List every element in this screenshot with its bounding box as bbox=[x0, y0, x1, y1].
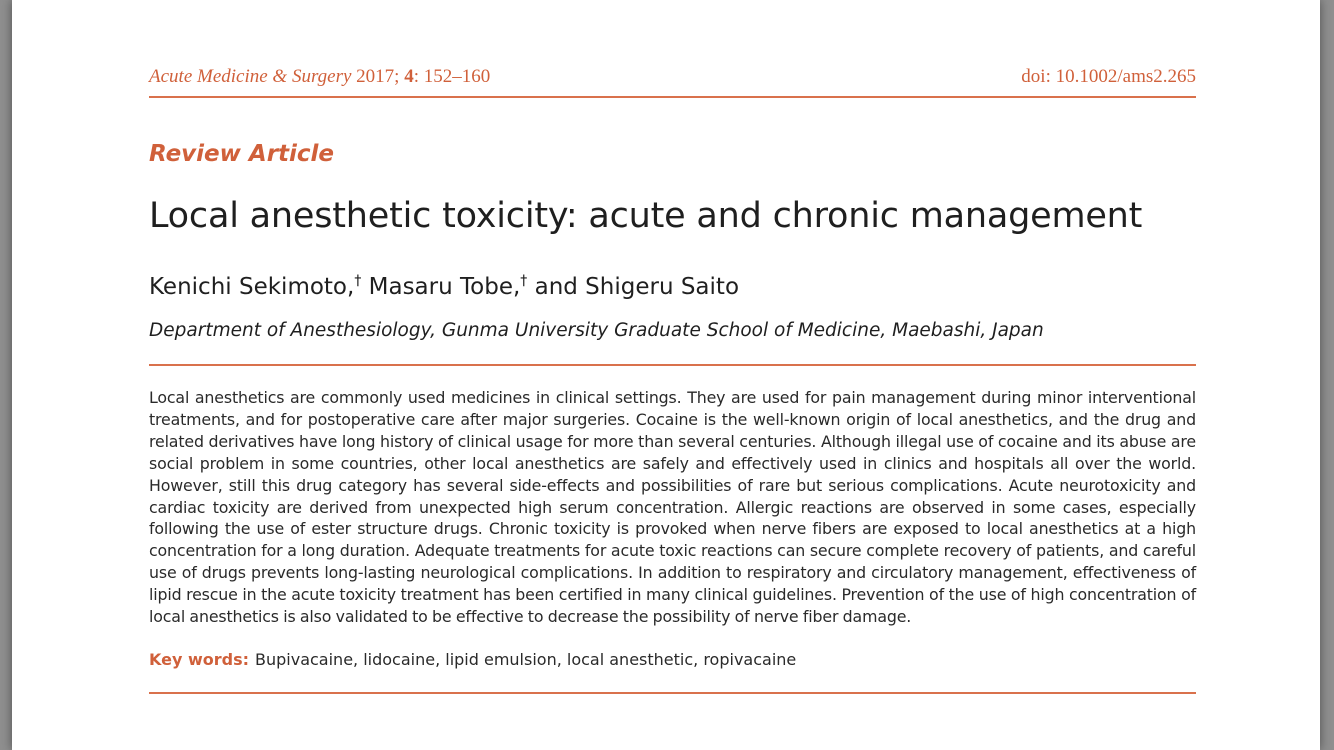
journal-name: Acute Medicine & Surgery bbox=[149, 66, 352, 87]
affiliation: Department of Anesthesiology, Gunma University Graduate School of Medicine, Maebashi, Japan bbox=[149, 320, 1044, 341]
author-name: Kenichi Sekimoto, bbox=[149, 274, 355, 300]
citation-year: 2017; bbox=[356, 66, 400, 87]
author-footnote-mark[interactable]: † bbox=[520, 273, 528, 289]
keywords-rule bbox=[149, 692, 1196, 694]
document-page bbox=[12, 0, 1320, 750]
citation-volume: 4 bbox=[404, 66, 414, 87]
article-title: Local anesthetic toxicity: acute and chronic management bbox=[149, 196, 1143, 236]
author-name: Masaru Tobe, bbox=[368, 274, 521, 300]
keywords-list: Bupivacaine, lidocaine, lipid emulsion, local anesthetic, ropivacaine bbox=[255, 650, 797, 669]
author-name: and Shigeru Saito bbox=[534, 274, 740, 300]
affiliation-rule bbox=[149, 364, 1196, 366]
running-header bbox=[149, 64, 1196, 90]
keywords-label: Key words: bbox=[149, 650, 250, 669]
keywords bbox=[149, 650, 796, 669]
article-type: Review Article bbox=[149, 141, 335, 167]
doi[interactable]: doi: 10.1002/ams2.265 bbox=[1021, 66, 1196, 87]
citation-pages: : 152–160 bbox=[413, 66, 491, 87]
citation bbox=[149, 64, 490, 90]
header-rule bbox=[149, 96, 1196, 98]
abstract-text: Local anesthetics are commonly used medicines in clinical settings. They are used for pain management during minor interventional treatments, and for postoperative care after major surgeries. Cocaine is the well-known origin of local anesthetics, and the drug and related derivatives have long history of clinical usage for more than several centuries. Although illegal use of cocaine and its abuse are social problem in some countries, other local anesthetics are safely and effectively used in clinics and hospitals all over the world. However, still this drug category has several side-effects and possibilities of rare but serious complications. Acute neurotoxicity and cardiac toxicity are derived from unexpected high serum concentration. Allergic reactions are observed in some cases, especially following the use of ester structure drugs. Chronic toxicity is provoked when nerve fibers are exposed to local anesthetics at a high concentration for a long duration. Adequate treatments for acute toxic reactions can secure complete recovery of patients, and careful use of drugs prevents long-lasting neurological complications. In addition to respiratory and circulatory management, effectiveness of lipid rescue in the acute toxicity treatment has been certified in many clinical guidelines. Prevention of the use of high concentration of local anesthetics is also validated to be effective to decrease the possibility of nerve fiber damage. bbox=[149, 388, 1196, 627]
author-footnote-mark[interactable]: † bbox=[354, 273, 362, 289]
author-list bbox=[149, 274, 739, 300]
